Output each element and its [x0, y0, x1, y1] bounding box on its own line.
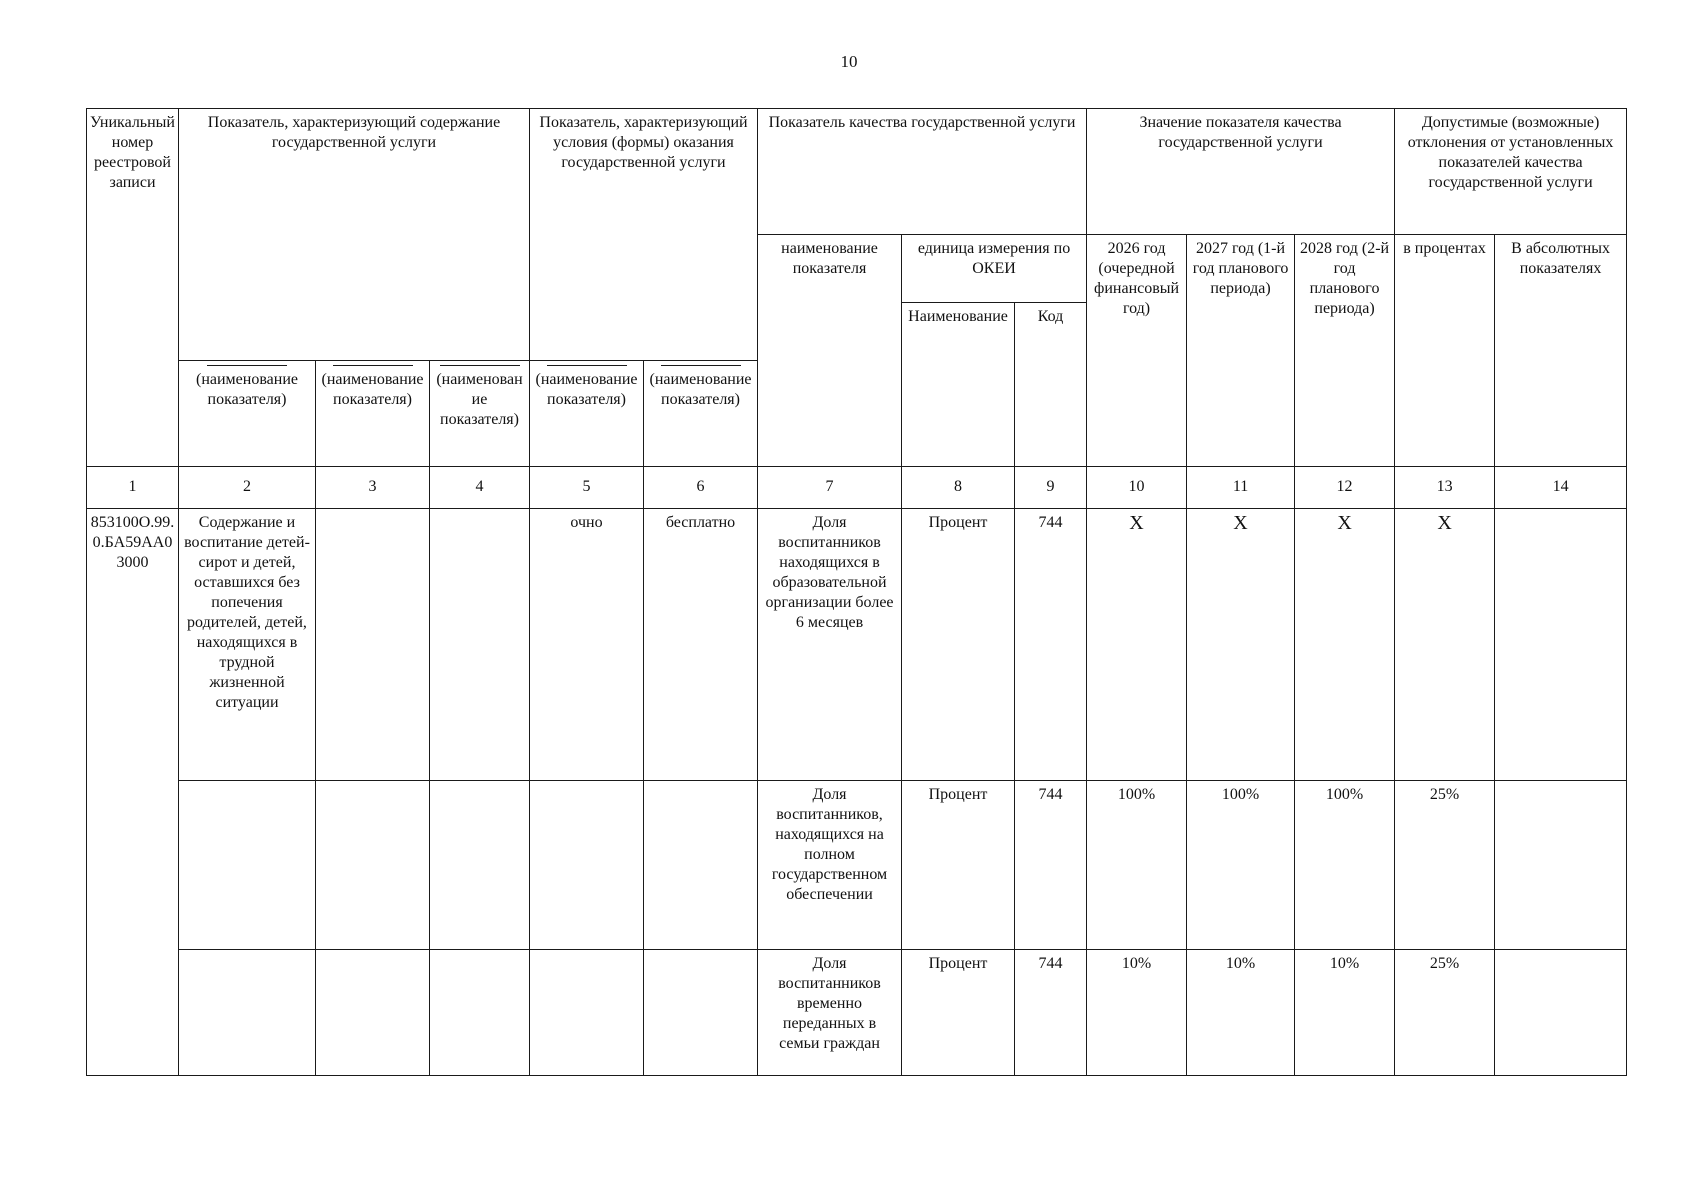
header-quality-value: Значение показателя качества государственной услуги — [1087, 109, 1395, 235]
deviation-percent: 25% — [1395, 950, 1495, 1076]
header-unique-number: Уникальный номер реестровой записи — [87, 109, 179, 467]
column-number: 7 — [758, 467, 902, 509]
empty-cell — [316, 781, 430, 950]
condition-value: бесплатно — [644, 509, 758, 781]
header-content-indicator: Показатель, характеризующий содержание государственной услуги — [179, 109, 530, 361]
empty-cell — [530, 950, 644, 1076]
header-in-percent: в процентах — [1395, 235, 1495, 467]
empty-cell — [644, 781, 758, 950]
header-okei-code: Код — [1015, 303, 1087, 467]
column-number: 3 — [316, 467, 430, 509]
empty-cell — [430, 781, 530, 950]
deviation-absolute — [1495, 950, 1627, 1076]
header-indicator-name: наименование показателя — [758, 235, 902, 467]
unit-name: Процент — [902, 781, 1015, 950]
deviation-absolute — [1495, 509, 1627, 781]
value-2028: 100% — [1295, 781, 1395, 950]
indicator-name: Доля воспитанников, находящихся на полном государственном обеспечении — [758, 781, 902, 950]
unit-code: 744 — [1015, 950, 1087, 1076]
value-2028: Х — [1295, 509, 1395, 781]
header-quality-indicator: Показатель качества государственной услуги — [758, 109, 1087, 235]
table-row — [87, 781, 1627, 950]
header-deviations: Допустимые (возможные) отклонения от установленных показателей качества государственной услуги — [1395, 109, 1627, 235]
table-row — [87, 950, 1627, 1076]
header-year-2026: 2026 год (очередной финансовый год) — [1087, 235, 1187, 467]
registry-number: 853100О.99.0.БА59АА03000 — [87, 509, 179, 1076]
indicator-name: Доля воспитанников временно переданных в семьи граждан — [758, 950, 902, 1076]
column-number: 6 — [644, 467, 758, 509]
empty-cell — [430, 950, 530, 1076]
content-indicator-value: Содержание и воспитание детей-сирот и детей, оставшихся без попечения родителей, детей, находящихся в трудной жизненной ситуации — [179, 509, 316, 781]
empty-cell — [316, 950, 430, 1076]
column-number: 5 — [530, 467, 644, 509]
unit-code: 744 — [1015, 509, 1087, 781]
unit-code: 744 — [1015, 781, 1087, 950]
value-2026: 100% — [1087, 781, 1187, 950]
sub-label-col-5: (наименование показателя) — [530, 361, 644, 467]
unit-name: Процент — [902, 509, 1015, 781]
empty-cell — [644, 950, 758, 1076]
deviation-percent: Х — [1395, 509, 1495, 781]
sub-label-col-2: (наименование показателя) — [179, 361, 316, 467]
value-2027: Х — [1187, 509, 1295, 781]
empty-cell — [316, 509, 430, 781]
header-okei-unit: единица измерения по ОКЕИ — [902, 235, 1087, 303]
column-number: 11 — [1187, 467, 1295, 509]
header-year-2027: 2027 год (1-й год планового периода) — [1187, 235, 1295, 467]
empty-cell — [179, 950, 316, 1076]
value-2028: 10% — [1295, 950, 1395, 1076]
deviation-absolute — [1495, 781, 1627, 950]
page-number: 10 — [840, 52, 858, 71]
form-value: очно — [530, 509, 644, 781]
quality-indicators-table — [86, 108, 1627, 1076]
column-number: 4 — [430, 467, 530, 509]
column-number: 14 — [1495, 467, 1627, 509]
deviation-percent: 25% — [1395, 781, 1495, 950]
value-2027: 10% — [1187, 950, 1295, 1076]
column-number: 1 — [87, 467, 179, 509]
column-number: 13 — [1395, 467, 1495, 509]
value-2027: 100% — [1187, 781, 1295, 950]
column-number: 8 — [902, 467, 1015, 509]
header-year-2028: 2028 год (2-й год планового периода) — [1295, 235, 1395, 467]
column-number: 12 — [1295, 467, 1395, 509]
value-2026: Х — [1087, 509, 1187, 781]
header-okei-name: Наименование — [902, 303, 1015, 467]
header-condition-indicator: Показатель, характеризующий условия (формы) оказания государственной услуги — [530, 109, 758, 361]
empty-cell — [179, 781, 316, 950]
column-number: 9 — [1015, 467, 1087, 509]
sub-label-col-3: (наименование показателя) — [316, 361, 430, 467]
empty-cell — [430, 509, 530, 781]
unit-name: Процент — [902, 950, 1015, 1076]
sub-label-col-6: (наименование показателя) — [644, 361, 758, 467]
empty-cell — [530, 781, 644, 950]
sub-label-col-4: (наименование показателя) — [430, 361, 530, 467]
table-row — [87, 509, 1627, 781]
column-number: 10 — [1087, 467, 1187, 509]
indicator-name: Доля воспитанников находящихся в образовательной организации более 6 месяцев — [758, 509, 902, 781]
column-number: 2 — [179, 467, 316, 509]
header-in-absolute: В абсолютных показателях — [1495, 235, 1627, 467]
value-2026: 10% — [1087, 950, 1187, 1076]
